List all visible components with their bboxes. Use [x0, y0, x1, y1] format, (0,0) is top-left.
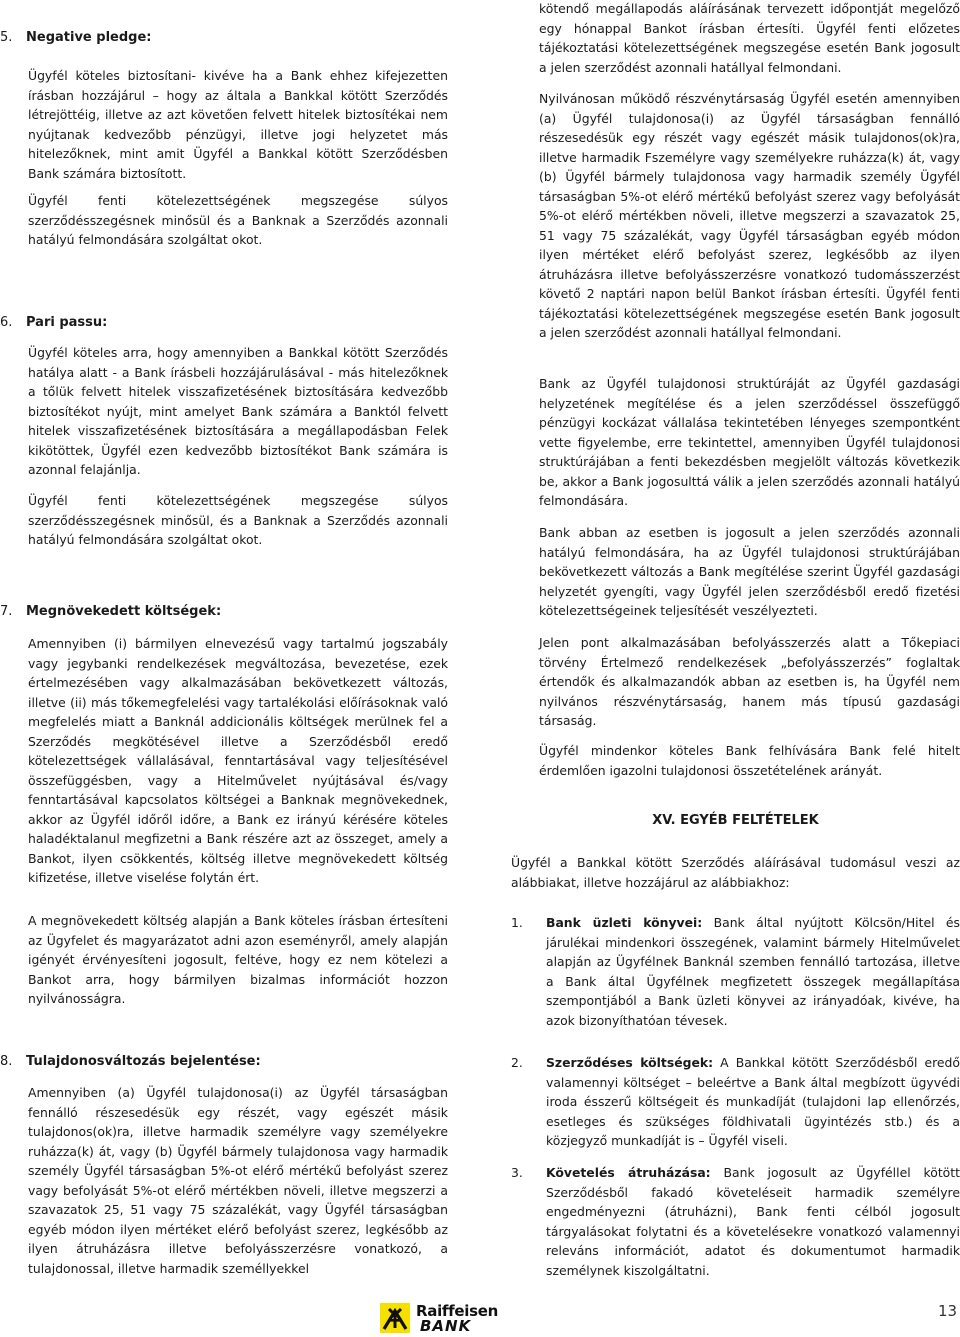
- section-5-paragraph-2: Ügyfél fenti kötelezettségének megszegése súlyos szerződésszegésnek minősül és a Banknak a Szerződés azonnali hatályú felmondására szolgáltat okot.: [28, 193, 448, 247]
- section-xv-intro: Ügyfél a Bankkal kötött Szerződés aláírásával tudomásul veszi az alábbiakat, illetve hozzájárul az alábbiakhoz:: [511, 855, 960, 890]
- list-item-title: Szerződéses költségek:: [546, 1055, 714, 1070]
- section-number: 7.: [0, 604, 13, 619]
- section-6-paragraph-2: Ügyfél fenti kötelezettségének megszegése súlyos szerződésszegésnek minősül, és a Banknak a Szerződés azonnali hatályú felmondására szolgáltat okot.: [28, 493, 448, 547]
- section-7-paragraph-2: A megnövekedett költség alapján a Bank köteles írásban értesíteni az Ügyfelet és magyarázatot adni azon eseményről, amely alapján igényét érvényesíteni jogosult, feltéve, hogy ez nem kötelezi a Bankot arra, hogy bármilyen bizalmas információt hozzon nyilvánosságra.: [28, 913, 448, 1006]
- section-6-paragraph-1: Ügyfél köteles arra, hogy amennyiben a Bankkal kötött Szerződés hatálya alatt - a Bank írásbeli hozzájárulásával - más hitelezőknek a tőlük felvett hitelek visszafizetésének biztosítására kedvezőbb biztosítékot nyújt, mint amelyet Bank számára a Banktól felvett hitelek visszafizetésének biztosítására a megállapodásban Felek kikötöttek, Ügyfél ezen kedvezőbb biztosítékot Bank számára is azonnal felajánlja.: [28, 345, 448, 477]
- list-item-text: Bank által nyújtott Kölcsön/Hitel és járulékai mindenkori összegének, valamint bármely Hitelművelet alapján az Ügyfélnek Banknál szemben fennálló tartozása, illetve a Bank által Ügyfélnek megfizetett összegek megállapítása szempontjából a Bank üzleti könyvei az irányadóak, kivéve, ha azok bizonyíthatóan tévesek.: [546, 915, 960, 1028]
- list-item-title: Bank üzleti könyvei:: [546, 915, 703, 930]
- section-title: Negative pledge:: [26, 30, 152, 45]
- list-item-title: Követelés átruházása:: [546, 1165, 711, 1180]
- page-number: 13: [938, 1302, 958, 1320]
- list-item-number: 1.: [511, 915, 523, 930]
- ownership-structure-paragraph: Bank az Ügyfél tulajdonosi struktúráját az Ügyfél gazdasági helyzetének megítélése és a jelen szerződéssel összefüggő pénzügyi kockázat vállalása tekintetében lényeges szempontként vette figyelembe, erre tekintettel, amennyiben Ügyfél tulajdonosi struktúrájában a fenti bekezdésben megjelölt változás következik be, akkor a Bank jogosulttá válik a jelen szerződés azonnali hatályú felmondására.: [539, 376, 960, 508]
- section-6-heading: [0, 313, 107, 333]
- list-item-body: [546, 913, 960, 1030]
- list-item-body: [546, 1163, 960, 1280]
- list-item-text: A Bankkal kötött Szerződésből eredő valamennyi költséget – beleértve a Bank által megbízott ügyvédi iroda ésszerű költségeit és munkadíját (tulajdoni lap ellenőrzés, esetleges és szükséges földhivatali ügyintézés stb.) és a közjegyző munkadíját is – Ügyfél viseli.: [546, 1055, 960, 1148]
- disclosure-paragraph: Ügyfél mindenkor köteles Bank felhívására Bank felé hitelt érdemlően igazolni tulajdonosi összetételének arányát.: [539, 743, 960, 778]
- raiffeisen-bank-logo: [380, 1302, 504, 1334]
- section-title: Tulajdonosváltozás bejelentése:: [26, 1054, 261, 1069]
- section-7-paragraph-1: Amennyiben (i) bármilyen elnevezésű vagy tartalmú jogszabály vagy jegybanki rendelkezések megváltozása, bevezetése, ezek értelmezésében vagy alkalmazásában bekövetkezett változás, illetve (ii) más tőkemegfelelési vagy tartalékolási előírásoknak való megfelelés miatt a Banknál addicionális költségek merülnek fel a Szerződés megkötésével illetve a Szerződésből eredő kötelezettségek vállalásával, fenntartásával vagy teljesítésével összefüggésben, vagy a Hitelművelet nyújtásával és/vagy fenntartásával kapcsolatos költségei a Banknak megnövekednek, akkor az Ügyfél időről időre, a Bank ez irányú kérésére köteles haladéktalanul megfizetni a Bank részére azt az összeget, amely a Bankot, ilyen csökkentés, költség illetve megnövekedett költség kifizetése, illetve viselése folytán ért.: [28, 636, 448, 885]
- section-number: 6.: [0, 315, 13, 330]
- definition-paragraph: Jelen pont alkalmazásában befolyásszerzés alatt a Tőkepiaci törvény Értelmező rendelkezések „befolyásszerzés” foglaltak értendők és alkalmazandók abban az esetben is, ha Ügyfél nem nyilvános részvénytársaság, hanem más típusú gazdasági társaság.: [539, 635, 960, 728]
- list-item-number: 2.: [511, 1055, 523, 1070]
- section-8-heading: [0, 1052, 261, 1072]
- section-number: 8.: [0, 1054, 13, 1069]
- list-item-body: [546, 1053, 960, 1151]
- list-item: [511, 1163, 960, 1280]
- termination-paragraph: Bank abban az esetben is jogosult a jelen szerződés azonnali hatályú felmondására, ha az Ügyfél tulajdonosi struktúrájában bekövetkezett változás a Bank megítélése szerint Ügyfél gazdasági helyzetét gyengíti, vagy Ügyfél jelen szerződésből eredő fizetési kötelezettségeinek teljesítését veszélyezteti.: [539, 525, 960, 618]
- section-5-heading: [0, 28, 151, 48]
- section-7-heading: [0, 602, 221, 622]
- section-5-paragraph-1: Ügyfél köteles biztosítani- kivéve ha a Bank ehhez kifejezetten írásban hozzájárul – hogy az általa a Bankkal kötött Szerződés létrejöttéig, illetve az azt követően felvett hitelek biztosítékai nem nyújtanak kedvezőbb pénzügyi, illetve jogi helyzetet más hitelezőknek, mint amit Ügyfél a Bankkal kötött Szerződésben Bank számára biztosított.: [28, 68, 448, 181]
- raiffeisen-gable-cross-icon: [380, 1303, 410, 1333]
- section-title: Pari passu:: [26, 315, 108, 330]
- section-title: Megnövekedett költségek:: [26, 604, 222, 619]
- section-8-paragraph-1: Amennyiben (a) Ügyfél tulajdonosa(i) az Ügyfél társaságban fennálló részesedésük egy részét, vagy egészét másik tulajdonos(ok)ra, illetve harmadik személyre vagy személyekre ruházza(k) át, vagy (b) Ügyfél bármely tulajdonosa vagy harmadik személy Ügyfél társaságban 5%-ot elérő mértékű befolyást szerez vagy befolyását 5%-ot elérő mértékben növeli, illetve megszerzi a szavazatok 25, 51 vagy 75 százalékát, vagy Ügyfél társaságban egyéb módon ilyen mértéket elérő befolyást szerez, legkésőbb az ilyen átruházásra illetve befolyásszerzésre vonatkozó, a tulajdonossal, illetve harmadik személlyekkel: [28, 1085, 448, 1276]
- logo-wordmark-line-2: BANK: [420, 1317, 472, 1335]
- section-xv-title: XV. EGYÉB FELTÉTELEK: [652, 813, 819, 828]
- list-item-number: 3.: [511, 1165, 523, 1180]
- logo-wordmark-line-1: Raiffeisen: [416, 1302, 498, 1320]
- list-item-text: Bank jogosult az Ügyféllel kötött Szerződésből fakadó követeléseit harmadik személyre engedményezni (átruházni), Bank fenti célból jogosult tárgyalásokat folytatni és a követelésekre vonatkozó valamennyi releváns információt, adatot és dokumentumot harmadik személynek kiszolgáltatni.: [546, 1165, 960, 1278]
- list-item: [511, 1053, 960, 1151]
- section-number: 5.: [0, 30, 13, 45]
- continued-paragraph: kötendő megállapodás aláírásának tervezett időpontját megelőző egy hónappal Bankot írásban értesíti. Ügyfél fenti előzetes tájékoztatási kötelezettségének megszegése esetén Bank jogosult a jelen szerződést azonnali hatállyal felmondani.: [539, 1, 960, 75]
- list-item: [511, 913, 960, 1030]
- nyrt-paragraph: Nyilvánosan működő részvénytársaság Ügyfél esetén amennyiben (a) Ügyfél tulajdonosa(i) az Ügyfél társaságban fennálló részesedésük egy részét vagy egészét másik tulajdonos(ok)ra, illetve harmadik Fszemélyre vagy személyekre ruházza(k) át, vagy (b) Ügyfél bármely tulajdonosa vagy harmadik személy Ügyfél társaságban 5%-ot elérő mértékű befolyást szerez vagy befolyását 5%-ot elérő mértékben növeli, illetve megszerzi a szavazatok 25, 51 vagy 75 százalékát, vagy Ügyfél társaságban egyéb módon ilyen mértéket elérő befolyást szerez, legkésőbb az ilyen átruházásra illetve befolyásszerzésre vonatkozó tudomásszerzést követő 2 naptári napon belül Bankot írásban értesíti. Ügyfél fenti tájékoztatási kötelezettségének megszegése esetén Bank jogosult a jelen szerződést azonnali hatállyal felmondani.: [539, 91, 960, 340]
